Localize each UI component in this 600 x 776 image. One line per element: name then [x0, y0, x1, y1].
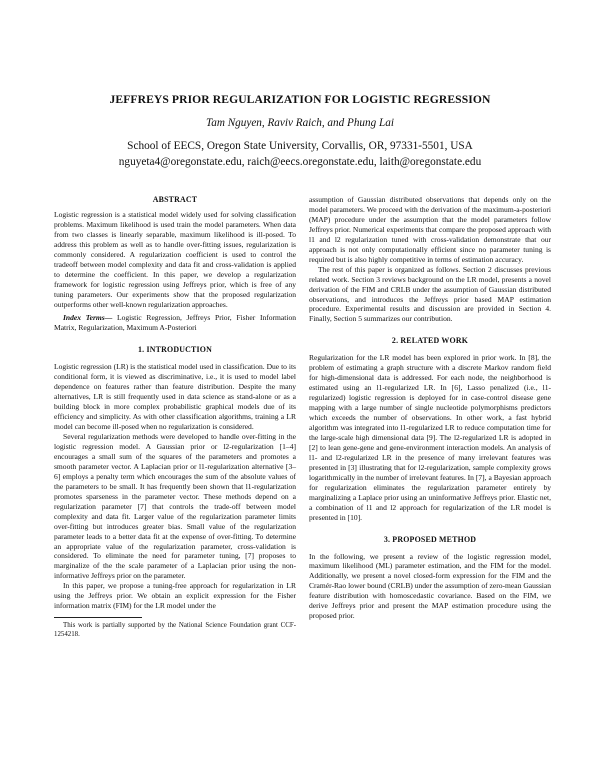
intro-paragraph-2: Several regularization methods were developed to handle over-fitting in the logistic regression model. A Gaussian prior or l2-regularization [1–4] encourages a small sum of the squares of the parameters and promotes a smooth parameter vector. A Laplacian prior or l1-regularization alternative [3–6] employs a penalty term which encourages the sum of the absolute values of the parameters to be small. It has frequently been shown that l1-regularization promotes sparseness in the parameter vector. These methods depend on a regularization parameter [7] that controls the trade-off between model complexity and data fit. Larger value of the regularization parameter limits over-fitting but introduces greater bias. Small value of the regularization parameter leads to a better data fit at the expense of over-fitting. To determine an appropriate value of the regularization parameter, cross-validation is considered. To eliminate the need for parameter tuning, [7] proposes to marginalize of the the scale parameter of a Laplacian prior using the non-informative Jeffreys prior on the parameter. [54, 432, 296, 581]
funding-footnote: This work is partially supported by the National Science Foundation grant CCF-1254218. [54, 622, 296, 639]
author-list: Tam Nguyen, Raviv Raich, and Phung Lai [206, 117, 394, 129]
index-terms-list: Logistic Regression, Jeffreys Prior, Fisher Information Matrix, Regularization, Maximum A-Posteriori [54, 313, 296, 333]
affiliation-address: School of EECS, Oregon State University, Corvallis, OR, 97331-5501, USA [127, 140, 473, 152]
intro-paragraph-1: Logistic regression (LR) is the statistical model used in classification. Due to its conditional form, it is viewed as discriminative, i.e., it is used to model label dependence on features rather than feature distribution. Despite the many alternatives, LR is still frequently used in data science as stand-alone or as a building block in more complex probabilistic graphical models due of its efficiency and simplicity. As with other classification algorithms, training a LR model can become ill-posed when no regularization is considered. [54, 362, 296, 432]
related-work-heading: 2. RELATED WORK [391, 336, 469, 346]
paper-outline: The rest of this paper is organized as follows. Section 2 discusses previous related work. Section 3 reviews background on the LR model, presents a novel derivation of the FIM and CRLB under the assumption of Gaussian distributed observations, and introduces the Jeffreys prior based MAP estimation procedure. Experimental results and discussion are provided in Section 4. Finally, Section 5 summarizes our contribution. [309, 264, 551, 324]
paper-title: JEFFREYS PRIOR REGULARIZATION FOR LOGISTIC REGRESSION [109, 93, 491, 106]
abstract-text: Logistic regression is a statistical model widely used for solving classification problems. Maximum likelihood is used train the model parameters. When data from two classes is linearly separable, maximum likelihood is ill-posed. To address this problem as well as to handle over-fitting issues, regularization is commonly considered. A regularization coefficient is used to control the tradeoff between model complexity and data fit and cross-validation is applied to determine the coefficient. In this paper, we develop a regularization framework for logistic regression using Jeffreys prior, which is free of any tuning parameters. Our experiments show that the proposed regularization outperforms other well-known regularization approaches. [54, 209, 296, 309]
affiliation-block [40, 139, 560, 170]
related-work-text: Regularization for the LR model has been explored in prior work. In [8], the problem of estimating a graph structure with a discrete Markov random field for high-dimensional data is addressed. For each node, the neighborhood is estimated using an l1-regularized LR. In [6], Lasso penalized (i.e., l1-regularized) logistic regression is deployed for in case-control disease gene mapping with a large number of single nucleotide polymorphisms predictors which exceeds the number of observations. In other work, a fast hybrid algorithm was integrated into l1-regularized LR to reduce computation time for the large-scale high dimensional data [9]. The l2-regularized LR is adopted in [2] to lean gene-gene and gene-environment interaction models. An analysis of l1- and l2-regularized LR in the presence of many irrelevant features was presented in [3] illustrating that for l2-regularization, sample complexity grows logarithmically in the number of irrelevant features. In [7], a Bayesian approach for regularization eliminates the regularization parameter entirely by marginalizing a Laplace prior using an uninformative Jeffreys prior. Elastic net, a combination of l1 and l2 approach for regularization of the LR model is presented in [10]. [309, 353, 551, 522]
intro-continuation: assumption of Gaussian distributed observations that depends only on the model parameters. We proceed with the derivation of the maximum-a-posteriori (MAP) procedure under the assumption that the model parameters follow Jeffreys prior. Numerical experiments that compare the proposed approach with l1 and l2 regularization tuned with cross-validation demonstrate that our approach is not only computationally efficient since no parameter tuning is required but is also highly competitive in terms of estimation accuracy. [309, 195, 551, 264]
left-column [54, 195, 296, 640]
abstract-heading: ABSTRACT [152, 195, 198, 204]
index-terms-label: Index Terms— [63, 313, 113, 323]
right-column [309, 195, 551, 621]
intro-paragraph-3: In this paper, we propose a tuning-free approach for regularization in LR using the Jeffreys prior. We obtain an explicit expression for the Fisher information matrix (FIM) for the LR model under the [54, 581, 296, 611]
proposed-method-heading: 3. PROPOSED METHOD [383, 534, 477, 544]
introduction-heading: 1. INTRODUCTION [137, 345, 213, 355]
proposed-method-text: In the following, we present a review of the logistic regression model, maximum likelihood (ML) parameter estimation, and the FIM for the model. Additionally, we present a novel closed-form expression for the FIM and the Cramér-Rao lower bound (CRLB) under the assumption of zero-mean Gaussian feature distribution with homoscedastic covariance. Based on the FIM, we derive Jeffreys prior and present the MAP estimation procedure using the proposed prior. [309, 551, 551, 621]
index-terms [54, 313, 296, 333]
affiliation-emails: nguyeta4@oregonstate.edu, raich@eecs.oregonstate.edu, laith@oregonstate.edu [118, 155, 482, 168]
